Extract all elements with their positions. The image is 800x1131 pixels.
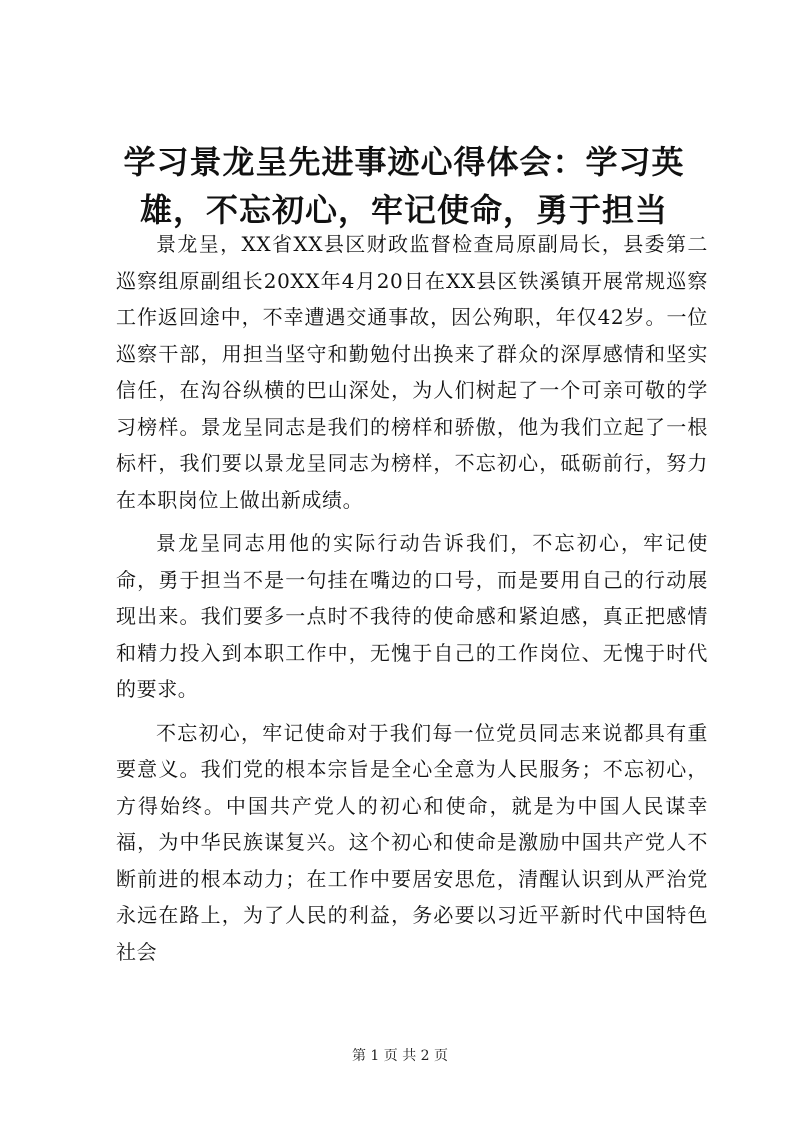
paragraph-2: 景龙呈同志用他的实际行动告诉我们，不忘初心，牢记使命，勇于担当不是一句挂在嘴边的口号，而是要用自己的行动展现出来。我们要多一点时不我待的使命感和紧迫感，真正把感情和精力投入到本职工作中，无愧于自己的工作岗位、无愧于时代的要求。 [116,531,708,701]
paragraph-1: 景龙呈，XX省XX县区财政监督检查局原副局长，县委第二巡察组原副组长20XX年4月20日在XX县区铁溪镇开展常规巡察工作返回途中，不幸遭遇交通事故，因公殉职，年仅42岁。一位巡察干部，用担当坚守和勤勉付出换来了群众的深厚感情和坚实信任，在沟谷纵横的巴山深处，为人们树起了一个可亲可敬的学习榜样。景龙呈同志是我们的榜样和骄傲，他为我们立起了一根标杆，我们要以景龙呈同志为榜样，不忘初心，砥砺前行，努力在本职岗位上做出新成绩。 [116,232,708,512]
document-body [116,226,708,977]
page-number-footer: 第 1 页 共 2 页 [351,1048,449,1064]
paragraph-3: 不忘初心，牢记使命对于我们每一位党员同志来说都具有重要意义。我们党的根本宗旨是全心全意为人民服务；不忘初心，方得始终。中国共产党人的初心和使命，就是为中国人民谋幸福，为中华民族谋复兴。这个初心和使命是激励中国共产党人不断前进的根本动力；在工作中要居安思危，清醒认识到从严治党永远在路上，为了人民的利益，务必要以习近平新时代中国特色社会 [116,720,708,964]
document-title: 学习景龙呈先进事迹心得体会：学习英雄，不忘初心，牢记使命，勇于担当 [123,143,685,229]
